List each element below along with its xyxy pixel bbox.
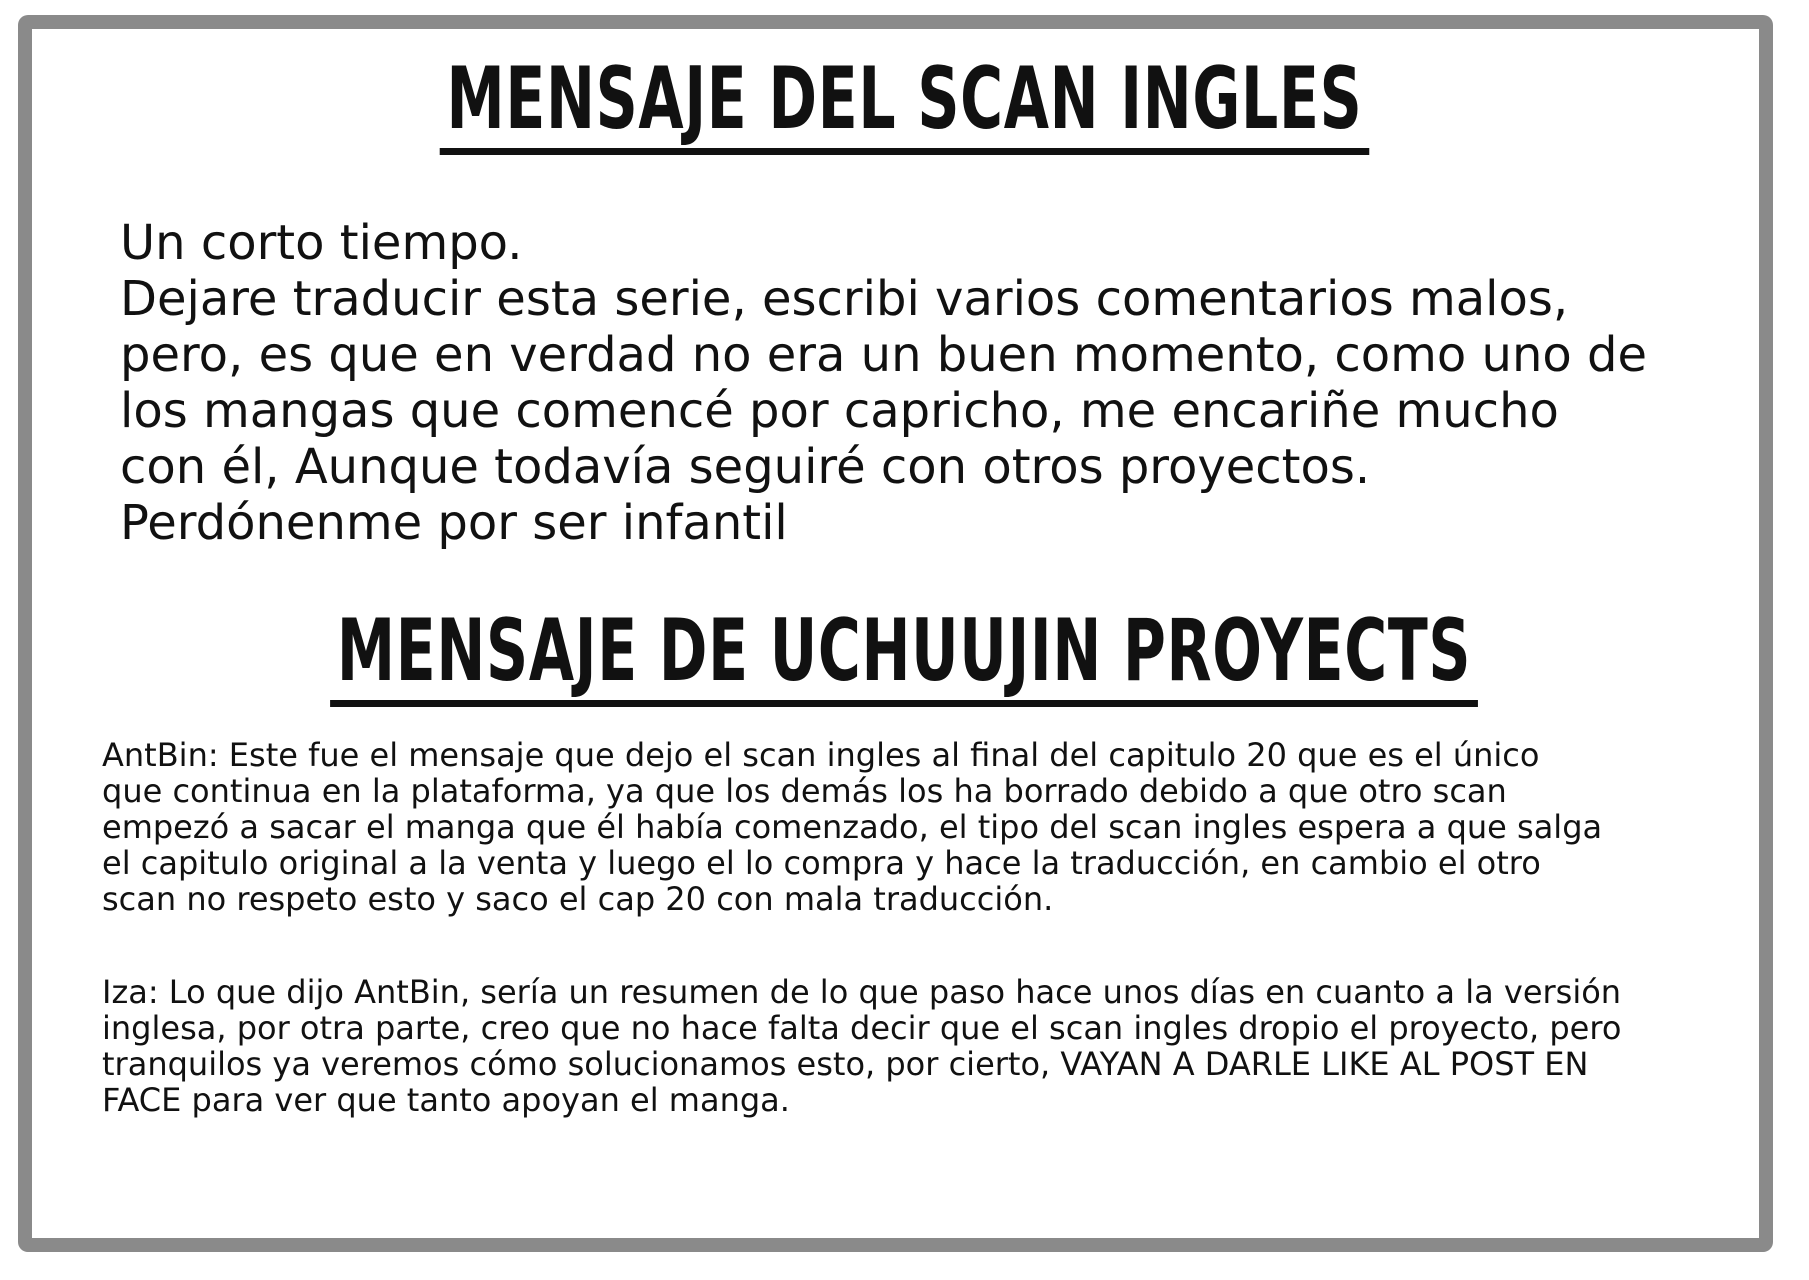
antbin-note-line: AntBin: Este fue el mensaje que dejo el scan ingles al final del capitulo 20 que es el único (102, 736, 1540, 774)
scan-message-line: Un corto tiempo. (120, 215, 523, 271)
iza-note (102, 974, 1682, 1118)
scan-message-title-text: MENSAJE DEL SCAN INGLES (440, 54, 1370, 155)
iza-note-line: Iza: Lo que dijo AntBin, sería un resumen de lo que paso hace unos días en cuanto a la versión (102, 973, 1622, 1011)
scan-message-body (120, 215, 1680, 551)
iza-note-line: FACE para ver que tanto apoyan el manga. (102, 1081, 790, 1119)
scan-message-line: los mangas que comencé por capricho, me encariñe mucho (120, 383, 1559, 439)
antbin-note (102, 737, 1682, 917)
antbin-note-line: empezó a sacar el manga que él había comenzado, el tipo del scan ingles espera a que salga (102, 808, 1603, 846)
uchuujin-message-title-text: MENSAJE DE UCHUUJIN PROYECTS (331, 606, 1479, 707)
scan-message-line: Perdónenme por ser infantil (120, 495, 788, 551)
scan-message-line: con él, Aunque todavía seguiré con otros proyectos. (120, 439, 1371, 495)
iza-note-line: inglesa, por otra parte, creo que no hace falta decir que el scan ingles dropio el proyecto, pero (102, 1009, 1622, 1047)
antbin-note-line: scan no respeto esto y saco el cap 20 con mala traducción. (102, 880, 1054, 918)
uchuujin-message-title (0, 601, 1809, 707)
antbin-note-line: que continua en la plataforma, ya que los demás los ha borrado debido a que otro scan (102, 772, 1507, 810)
scan-message-line: pero, es que en verdad no era un buen momento, como uno de (120, 327, 1648, 383)
iza-note-line: tranquilos ya veremos cómo solucionamos esto, por cierto, VAYAN A DARLE LIKE AL POST EN (102, 1045, 1589, 1083)
antbin-note-line: el capitulo original a la venta y luego el lo compra y hace la traducción, en cambio el otro (102, 844, 1541, 882)
scan-message-line: Dejare traducir esta serie, escribi varios comentarios malos, (120, 271, 1569, 327)
scan-message-title (0, 49, 1809, 155)
